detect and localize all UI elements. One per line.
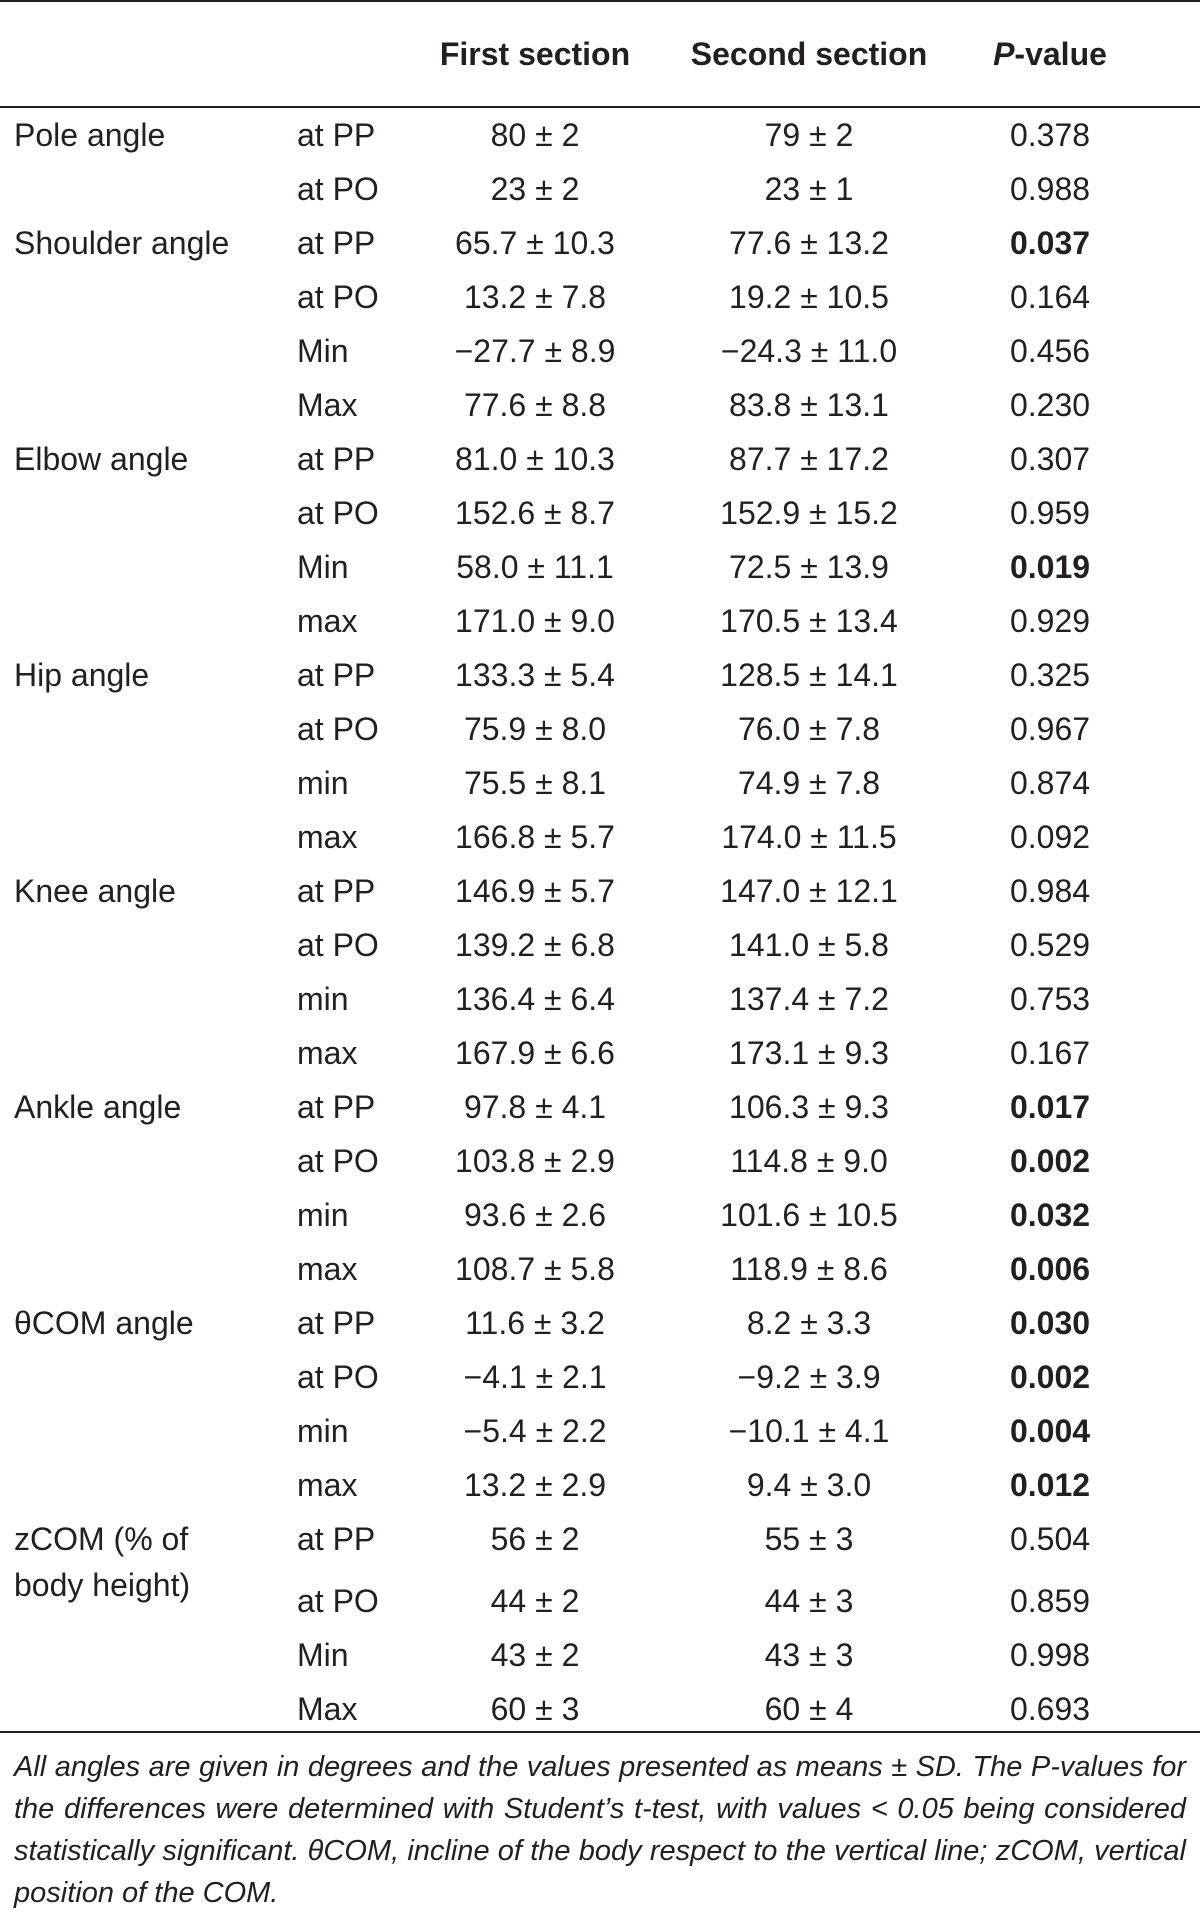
row-p-value: 0.988: [1009, 171, 1091, 207]
row-second-value: −24.3 ± 11.0: [720, 333, 898, 369]
row-first-value: 97.8 ± 4.1: [463, 1089, 607, 1125]
row-group-label: zCOM (% of body height): [14, 1521, 191, 1603]
row-second-value: 19.2 ± 10.5: [729, 279, 889, 315]
row-p-value: 0.325: [1009, 657, 1091, 693]
row-p-value: 0.002: [1009, 1359, 1091, 1395]
row-group-label: Elbow angle: [14, 441, 189, 477]
row-p-value: 0.032: [1009, 1197, 1091, 1233]
row-stat-label: min: [297, 1413, 349, 1449]
row-first-value: 133.3 ± 5.4: [455, 657, 615, 693]
row-p-value: 0.504: [1009, 1521, 1091, 1557]
row-stat-label: at PP: [297, 657, 376, 693]
row-p-value: 0.004: [1009, 1413, 1091, 1449]
row-stat-label: at PP: [297, 1305, 376, 1341]
row-stat-label: Min: [297, 1637, 349, 1673]
row-second-value: −9.2 ± 3.9: [737, 1359, 881, 1395]
bottom-rule: [0, 1731, 1200, 1733]
row-stat-label: Min: [297, 549, 349, 585]
row-p-value: 0.859: [1009, 1583, 1091, 1619]
row-second-value: 152.9 ± 15.2: [720, 495, 898, 531]
row-group-label: Ankle angle: [14, 1089, 182, 1125]
row-first-value: 108.7 ± 5.8: [455, 1251, 615, 1287]
row-group-label: Shoulder angle: [14, 225, 230, 261]
row-first-value: 139.2 ± 6.8: [455, 927, 615, 963]
row-p-value: 0.693: [1009, 1691, 1091, 1727]
row-first-value: 81.0 ± 10.3: [455, 441, 615, 477]
row-p-value: 0.037: [1009, 225, 1091, 261]
row-first-value: 58.0 ± 11.1: [456, 549, 614, 585]
row-stat-label: at PO: [297, 1143, 379, 1179]
row-second-value: 173.1 ± 9.3: [729, 1035, 889, 1071]
row-second-value: 72.5 ± 13.9: [729, 549, 889, 585]
row-p-value: 0.006: [1009, 1251, 1091, 1287]
row-stat-label: at PO: [297, 711, 379, 747]
row-first-value: 56 ± 2: [490, 1521, 580, 1557]
row-second-value: 23 ± 1: [764, 171, 854, 207]
row-p-value: 0.378: [1009, 117, 1091, 153]
row-stat-label: max: [297, 1251, 358, 1287]
row-second-value: 141.0 ± 5.8: [729, 927, 889, 963]
row-second-value: −10.1 ± 4.1: [728, 1413, 890, 1449]
row-stat-label: max: [297, 1467, 358, 1503]
row-second-value: 74.9 ± 7.8: [737, 765, 881, 801]
row-second-value: 44 ± 3: [764, 1583, 854, 1619]
row-first-value: 103.8 ± 2.9: [455, 1143, 615, 1179]
row-stat-label: max: [297, 1035, 358, 1071]
row-second-value: 60 ± 4: [764, 1691, 854, 1727]
row-stat-label: at PO: [297, 927, 379, 963]
row-p-value: 0.998: [1009, 1637, 1091, 1673]
row-first-value: 11.6 ± 3.2: [465, 1305, 605, 1341]
row-stat-label: at PP: [297, 873, 376, 909]
row-first-value: −4.1 ± 2.1: [463, 1359, 607, 1395]
row-p-value: 0.967: [1009, 711, 1091, 747]
row-stat-label: at PP: [297, 1089, 376, 1125]
row-p-value: 0.529: [1009, 927, 1091, 963]
row-first-value: 93.6 ± 2.6: [463, 1197, 607, 1233]
row-first-value: −27.7 ± 8.9: [454, 333, 616, 369]
row-second-value: 147.0 ± 12.1: [720, 873, 898, 909]
row-stat-label: Min: [297, 333, 349, 369]
row-stat-label: max: [297, 819, 358, 855]
row-stat-label: at PO: [297, 171, 379, 207]
row-second-value: 87.7 ± 17.2: [729, 441, 889, 477]
row-first-value: 136.4 ± 6.4: [455, 981, 615, 1017]
row-stat-label: at PP: [297, 117, 376, 153]
header-p-italic: P: [993, 36, 1015, 72]
row-p-value: 0.753: [1009, 981, 1091, 1017]
row-second-value: 101.6 ± 10.5: [720, 1197, 898, 1233]
row-stat-label: max: [297, 603, 358, 639]
row-p-value: 0.019: [1009, 549, 1091, 585]
row-p-value: 0.230: [1009, 387, 1091, 423]
row-first-value: 171.0 ± 9.0: [455, 603, 615, 639]
row-second-value: 137.4 ± 7.2: [729, 981, 889, 1017]
row-p-value: 0.002: [1009, 1143, 1091, 1179]
row-first-value: 60 ± 3: [490, 1691, 580, 1727]
row-group-label: Pole angle: [14, 117, 166, 153]
row-first-value: 75.5 ± 8.1: [463, 765, 607, 801]
row-group-label: Knee angle: [14, 873, 176, 909]
row-first-value: 166.8 ± 5.7: [455, 819, 615, 855]
header-second-section: Second section: [690, 36, 928, 72]
row-stat-label: at PP: [297, 225, 376, 261]
row-second-value: 170.5 ± 13.4: [720, 603, 898, 639]
row-stat-label: Max: [297, 387, 358, 423]
row-first-value: 152.6 ± 8.7: [455, 495, 615, 531]
row-p-value: 0.092: [1009, 819, 1091, 855]
row-p-value: 0.164: [1009, 279, 1091, 315]
row-second-value: 43 ± 3: [764, 1637, 854, 1673]
row-first-value: 65.7 ± 10.3: [455, 225, 615, 261]
row-stat-label: min: [297, 981, 349, 1017]
row-stat-label: at PO: [297, 495, 379, 531]
table-footnote: All angles are given in degrees and the values presented as means ± SD. The P-values for the differences were determined with Student’s t-test, with values < 0.05 being considered statistically significant. θCOM, incline of the body respect to the vertical line; zCOM, vertical position of the COM.: [14, 1751, 1186, 1909]
row-p-value: 0.030: [1009, 1305, 1091, 1341]
row-second-value: 79 ± 2: [764, 117, 854, 153]
row-first-value: 43 ± 2: [490, 1637, 580, 1673]
row-stat-label: at PP: [297, 1521, 376, 1557]
row-p-value: 0.307: [1009, 441, 1091, 477]
row-stat-label: at PO: [297, 1583, 379, 1619]
row-stat-label: at PP: [297, 441, 376, 477]
row-first-value: 167.9 ± 6.6: [455, 1035, 615, 1071]
top-rule: [0, 0, 1200, 2]
row-p-value: 0.456: [1009, 333, 1091, 369]
row-second-value: 118.9 ± 8.6: [730, 1251, 888, 1287]
row-stat-label: at PO: [297, 279, 379, 315]
row-second-value: 106.3 ± 9.3: [729, 1089, 889, 1125]
row-group-label: Hip angle: [14, 657, 150, 693]
header-p-rest: -value: [1014, 36, 1107, 72]
row-second-value: 9.4 ± 3.0: [746, 1467, 872, 1503]
row-stat-label: at PO: [297, 1359, 379, 1395]
row-first-value: −5.4 ± 2.2: [463, 1413, 607, 1449]
row-second-value: 77.6 ± 13.2: [729, 225, 889, 261]
row-second-value: 114.8 ± 9.0: [730, 1143, 888, 1179]
row-p-value: 0.167: [1009, 1035, 1091, 1071]
row-group-label: θCOM angle: [14, 1305, 194, 1341]
row-second-value: 83.8 ± 13.1: [729, 387, 889, 423]
row-first-value: 44 ± 2: [490, 1583, 580, 1619]
row-stat-label: min: [297, 765, 349, 801]
row-first-value: 77.6 ± 8.8: [463, 387, 607, 423]
row-first-value: 146.9 ± 5.7: [455, 873, 615, 909]
row-second-value: 8.2 ± 3.3: [746, 1305, 872, 1341]
row-p-value: 0.959: [1009, 495, 1091, 531]
row-second-value: 128.5 ± 14.1: [720, 657, 898, 693]
row-first-value: 75.9 ± 8.0: [463, 711, 607, 747]
header-p-value: [960, 29, 1140, 79]
row-first-value: 13.2 ± 2.9: [463, 1467, 607, 1503]
row-first-value: 80 ± 2: [490, 117, 580, 153]
row-p-value: 0.017: [1009, 1089, 1091, 1125]
header-first-section: First section: [439, 36, 631, 72]
row-p-value: 0.874: [1009, 765, 1091, 801]
row-stat-label: Max: [297, 1691, 358, 1727]
row-p-value: 0.984: [1009, 873, 1091, 909]
row-second-value: 55 ± 3: [764, 1521, 854, 1557]
row-first-value: 23 ± 2: [490, 171, 580, 207]
row-p-value: 0.929: [1009, 603, 1091, 639]
row-second-value: 76.0 ± 7.8: [737, 711, 881, 747]
row-second-value: 174.0 ± 11.5: [721, 819, 897, 855]
row-p-value: 0.012: [1009, 1467, 1091, 1503]
row-stat-label: min: [297, 1197, 349, 1233]
row-first-value: 13.2 ± 7.8: [463, 279, 607, 315]
